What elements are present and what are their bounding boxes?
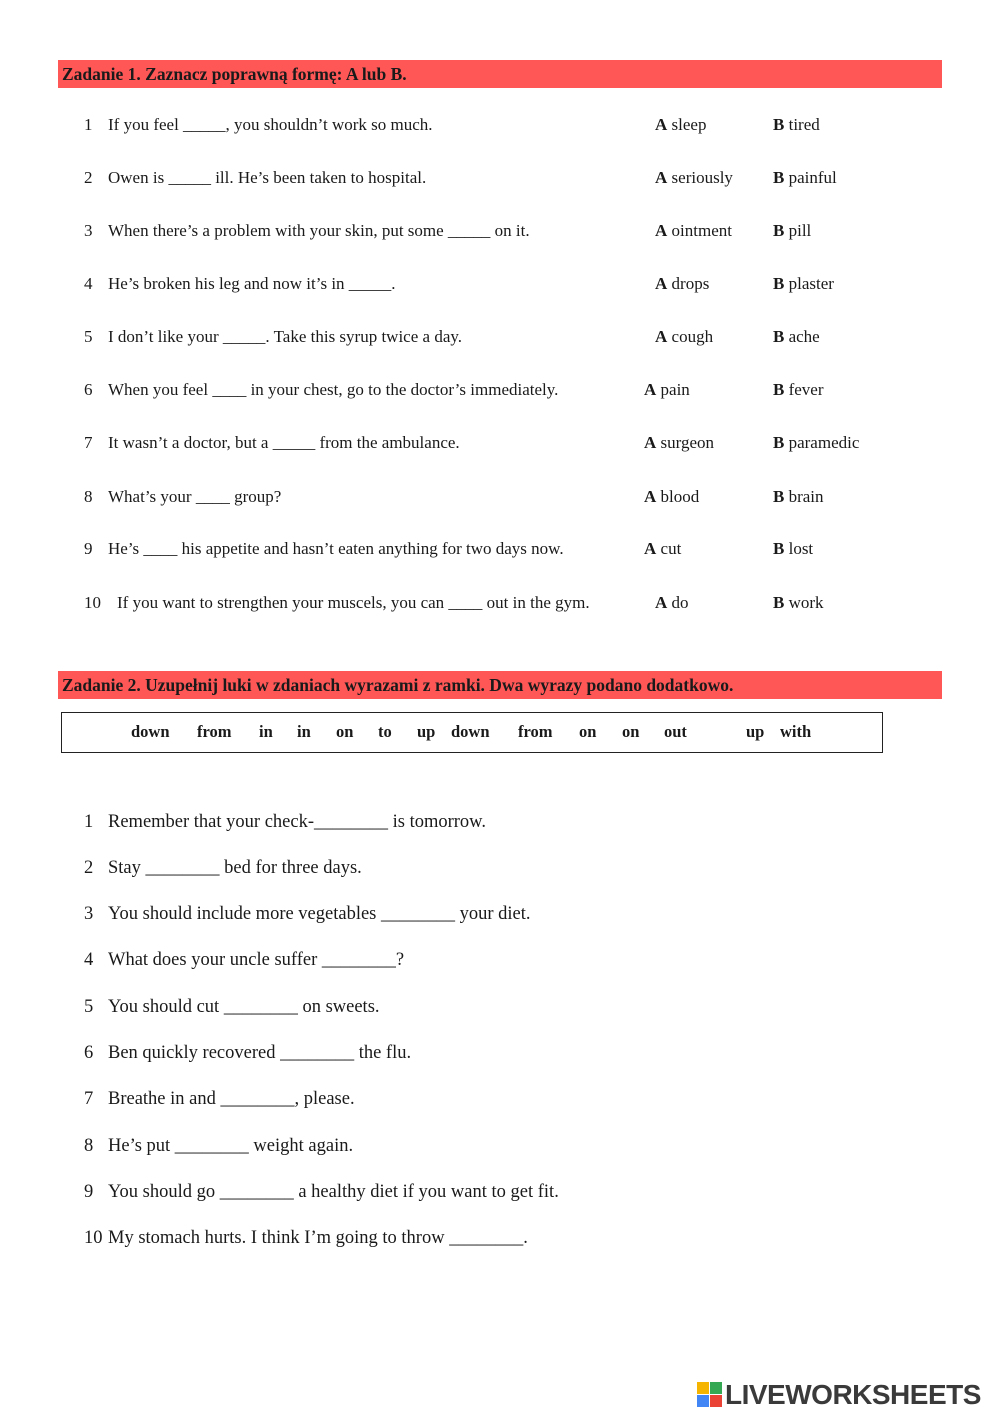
option-b[interactable]	[773, 166, 837, 190]
task2-item	[0, 1040, 1000, 1066]
task1-item	[0, 591, 1000, 615]
option-a-word: blood	[660, 487, 700, 506]
item-number: 4	[84, 950, 94, 970]
option-b[interactable]	[773, 591, 824, 615]
liveworksheets-logo[interactable]	[697, 1378, 997, 1410]
item-number: 10	[84, 1228, 103, 1248]
option-a-word: cough	[671, 327, 714, 346]
option-b[interactable]	[773, 325, 820, 349]
task2-item	[0, 855, 1000, 881]
item-number: 6	[84, 1043, 94, 1063]
option-a[interactable]	[644, 431, 714, 455]
option-b-letter: B	[773, 380, 785, 399]
item-sentence: If you want to strengthen your muscels, you can ____ out in the gym.	[117, 593, 590, 612]
task2-item	[0, 901, 1000, 927]
item-number: 5	[84, 327, 93, 346]
item-number: 7	[84, 433, 93, 452]
option-b-letter: B	[773, 593, 785, 612]
item-number: 7	[84, 1089, 94, 1109]
item-number: 2	[84, 858, 94, 878]
option-b-letter: B	[773, 433, 785, 452]
gap-sentence[interactable]: Breathe in and ________, please.	[108, 1089, 355, 1109]
item-number: 9	[84, 1182, 94, 1202]
option-a-letter: A	[655, 115, 668, 134]
item-number: 6	[84, 380, 93, 399]
word-bank-word: from	[518, 722, 553, 741]
word-bank-word: up	[746, 722, 765, 741]
option-a[interactable]	[644, 537, 681, 561]
option-b-word: plaster	[788, 274, 834, 293]
word-bank-word: down	[451, 722, 490, 741]
option-a[interactable]	[655, 219, 732, 243]
option-b[interactable]	[773, 537, 813, 561]
option-b-letter: B	[773, 274, 785, 293]
option-a-letter: A	[644, 487, 657, 506]
item-sentence: He’s ____ his appetite and hasn’t eaten anything for two days now.	[108, 539, 564, 558]
task1-item	[0, 219, 1000, 243]
option-b-word: pill	[788, 221, 812, 240]
option-b-word: tired	[788, 115, 820, 134]
task1-item	[0, 378, 1000, 402]
item-number: 3	[84, 904, 94, 924]
option-b-word: brain	[788, 487, 824, 506]
task2-item	[0, 947, 1000, 973]
item-sentence: Owen is _____ ill. He’s been taken to hospital.	[108, 168, 427, 187]
option-a[interactable]	[655, 591, 689, 615]
gap-sentence[interactable]: Ben quickly recovered ________ the flu.	[108, 1043, 412, 1063]
gap-sentence[interactable]: Stay ________ bed for three days.	[108, 858, 362, 878]
item-number: 5	[84, 997, 94, 1017]
option-a-word: pain	[660, 380, 690, 399]
item-sentence: I don’t like your _____. Take this syrup twice a day.	[108, 327, 463, 346]
word-bank-word: down	[131, 722, 170, 741]
item-sentence: It wasn’t a doctor, but a _____ from the ambulance.	[108, 433, 460, 452]
task2-item	[0, 1086, 1000, 1112]
gap-sentence[interactable]: Remember that your check-________ is tomorrow.	[108, 812, 486, 832]
option-b-letter: B	[773, 115, 785, 134]
option-b[interactable]	[773, 485, 824, 509]
option-a[interactable]	[644, 485, 699, 509]
item-number: 4	[84, 274, 93, 293]
task1-item	[0, 537, 1000, 561]
option-a-word: seriously	[671, 168, 733, 187]
task2-item	[0, 1133, 1000, 1159]
gap-sentence[interactable]: He’s put ________ weight again.	[108, 1136, 354, 1156]
option-b[interactable]	[773, 272, 834, 296]
task2-header: Zadanie 2. Uzupełnij luki w zdaniach wyrazami z ramki. Dwa wyrazy podano dodatkowo.	[58, 671, 942, 699]
task1-item	[0, 325, 1000, 349]
item-sentence: He’s broken his leg and now it’s in _____.	[108, 274, 396, 293]
gap-sentence[interactable]: You should go ________ a healthy diet if you want to get fit.	[108, 1182, 559, 1202]
item-number: 2	[84, 168, 93, 187]
task1-item	[0, 166, 1000, 190]
option-a-letter: A	[644, 539, 657, 558]
gap-sentence[interactable]: My stomach hurts. I think I’m going to throw ________.	[108, 1228, 528, 1248]
task1-item	[0, 113, 1000, 137]
item-sentence: If you feel _____, you shouldn’t work so much.	[108, 115, 433, 134]
word-bank-word: from	[197, 722, 232, 741]
option-a-word: sleep	[671, 115, 707, 134]
option-b-word: work	[788, 593, 824, 612]
option-a[interactable]	[644, 378, 690, 402]
option-a-word: ointment	[671, 221, 732, 240]
option-a[interactable]	[655, 272, 709, 296]
option-a[interactable]	[655, 166, 733, 190]
option-b-letter: B	[773, 539, 785, 558]
option-b-word: lost	[788, 539, 814, 558]
option-b-letter: B	[773, 487, 785, 506]
gap-sentence[interactable]: You should include more vegetables ________ your diet.	[108, 904, 531, 924]
option-a-word: cut	[660, 539, 682, 558]
option-b-word: fever	[788, 380, 824, 399]
word-bank-word: to	[378, 722, 392, 741]
gap-sentence[interactable]: You should cut ________ on sweets.	[108, 997, 380, 1017]
word-bank-box	[61, 712, 883, 753]
option-b[interactable]	[773, 113, 820, 137]
word-bank-word: on	[336, 722, 354, 741]
task1-header: Zadanie 1. Zaznacz poprawną formę: A lub B.	[58, 60, 942, 88]
option-b-word: painful	[788, 168, 837, 187]
item-sentence: When you feel ____ in your chest, go to the doctor’s immediately.	[108, 380, 559, 399]
option-a-letter: A	[655, 327, 668, 346]
item-number: 8	[84, 487, 93, 506]
option-a[interactable]	[655, 113, 706, 137]
item-sentence: When there’s a problem with your skin, put some _____ on it.	[108, 221, 530, 240]
logo-mark-icon	[697, 1382, 723, 1408]
option-a-letter: A	[655, 274, 668, 293]
option-a-letter: A	[644, 433, 657, 452]
item-number: 10	[84, 593, 101, 612]
task1-item	[0, 485, 1000, 509]
option-a-letter: A	[644, 380, 657, 399]
item-number: 9	[84, 539, 93, 558]
option-b-letter: B	[773, 221, 785, 240]
option-b-word: paramedic	[788, 433, 860, 452]
item-number: 1	[84, 115, 93, 134]
logo-text: LIVEWORKSHEETS	[725, 1379, 981, 1410]
task2-item	[0, 1179, 1000, 1205]
option-a-letter: A	[655, 168, 668, 187]
option-b-letter: B	[773, 327, 785, 346]
option-a-word: surgeon	[660, 433, 715, 452]
option-b[interactable]	[773, 378, 824, 402]
item-number: 8	[84, 1136, 94, 1156]
option-a-letter: A	[655, 593, 668, 612]
option-a[interactable]	[655, 325, 713, 349]
word-bank-word: on	[622, 722, 640, 741]
word-bank-word: on	[579, 722, 597, 741]
word-bank-word: in	[297, 722, 311, 741]
option-b-letter: B	[773, 168, 785, 187]
task1-item	[0, 272, 1000, 296]
task2-item	[0, 994, 1000, 1020]
task2-item	[0, 809, 1000, 835]
word-bank-word: out	[664, 722, 687, 741]
gap-sentence[interactable]: What does your uncle suffer ________?	[108, 950, 405, 970]
option-b[interactable]	[773, 219, 811, 243]
word-bank-word: with	[780, 722, 812, 741]
item-number: 1	[84, 812, 94, 832]
task1-item	[0, 431, 1000, 455]
option-b-word: ache	[788, 327, 820, 346]
task2-item	[0, 1225, 1000, 1251]
word-bank-word: up	[417, 722, 436, 741]
item-sentence: What’s your ____ group?	[108, 487, 282, 506]
option-a-word: drops	[671, 274, 710, 293]
option-b[interactable]	[773, 431, 859, 455]
option-a-letter: A	[655, 221, 668, 240]
word-bank-word: in	[259, 722, 273, 741]
item-number: 3	[84, 221, 93, 240]
option-a-word: do	[671, 593, 689, 612]
